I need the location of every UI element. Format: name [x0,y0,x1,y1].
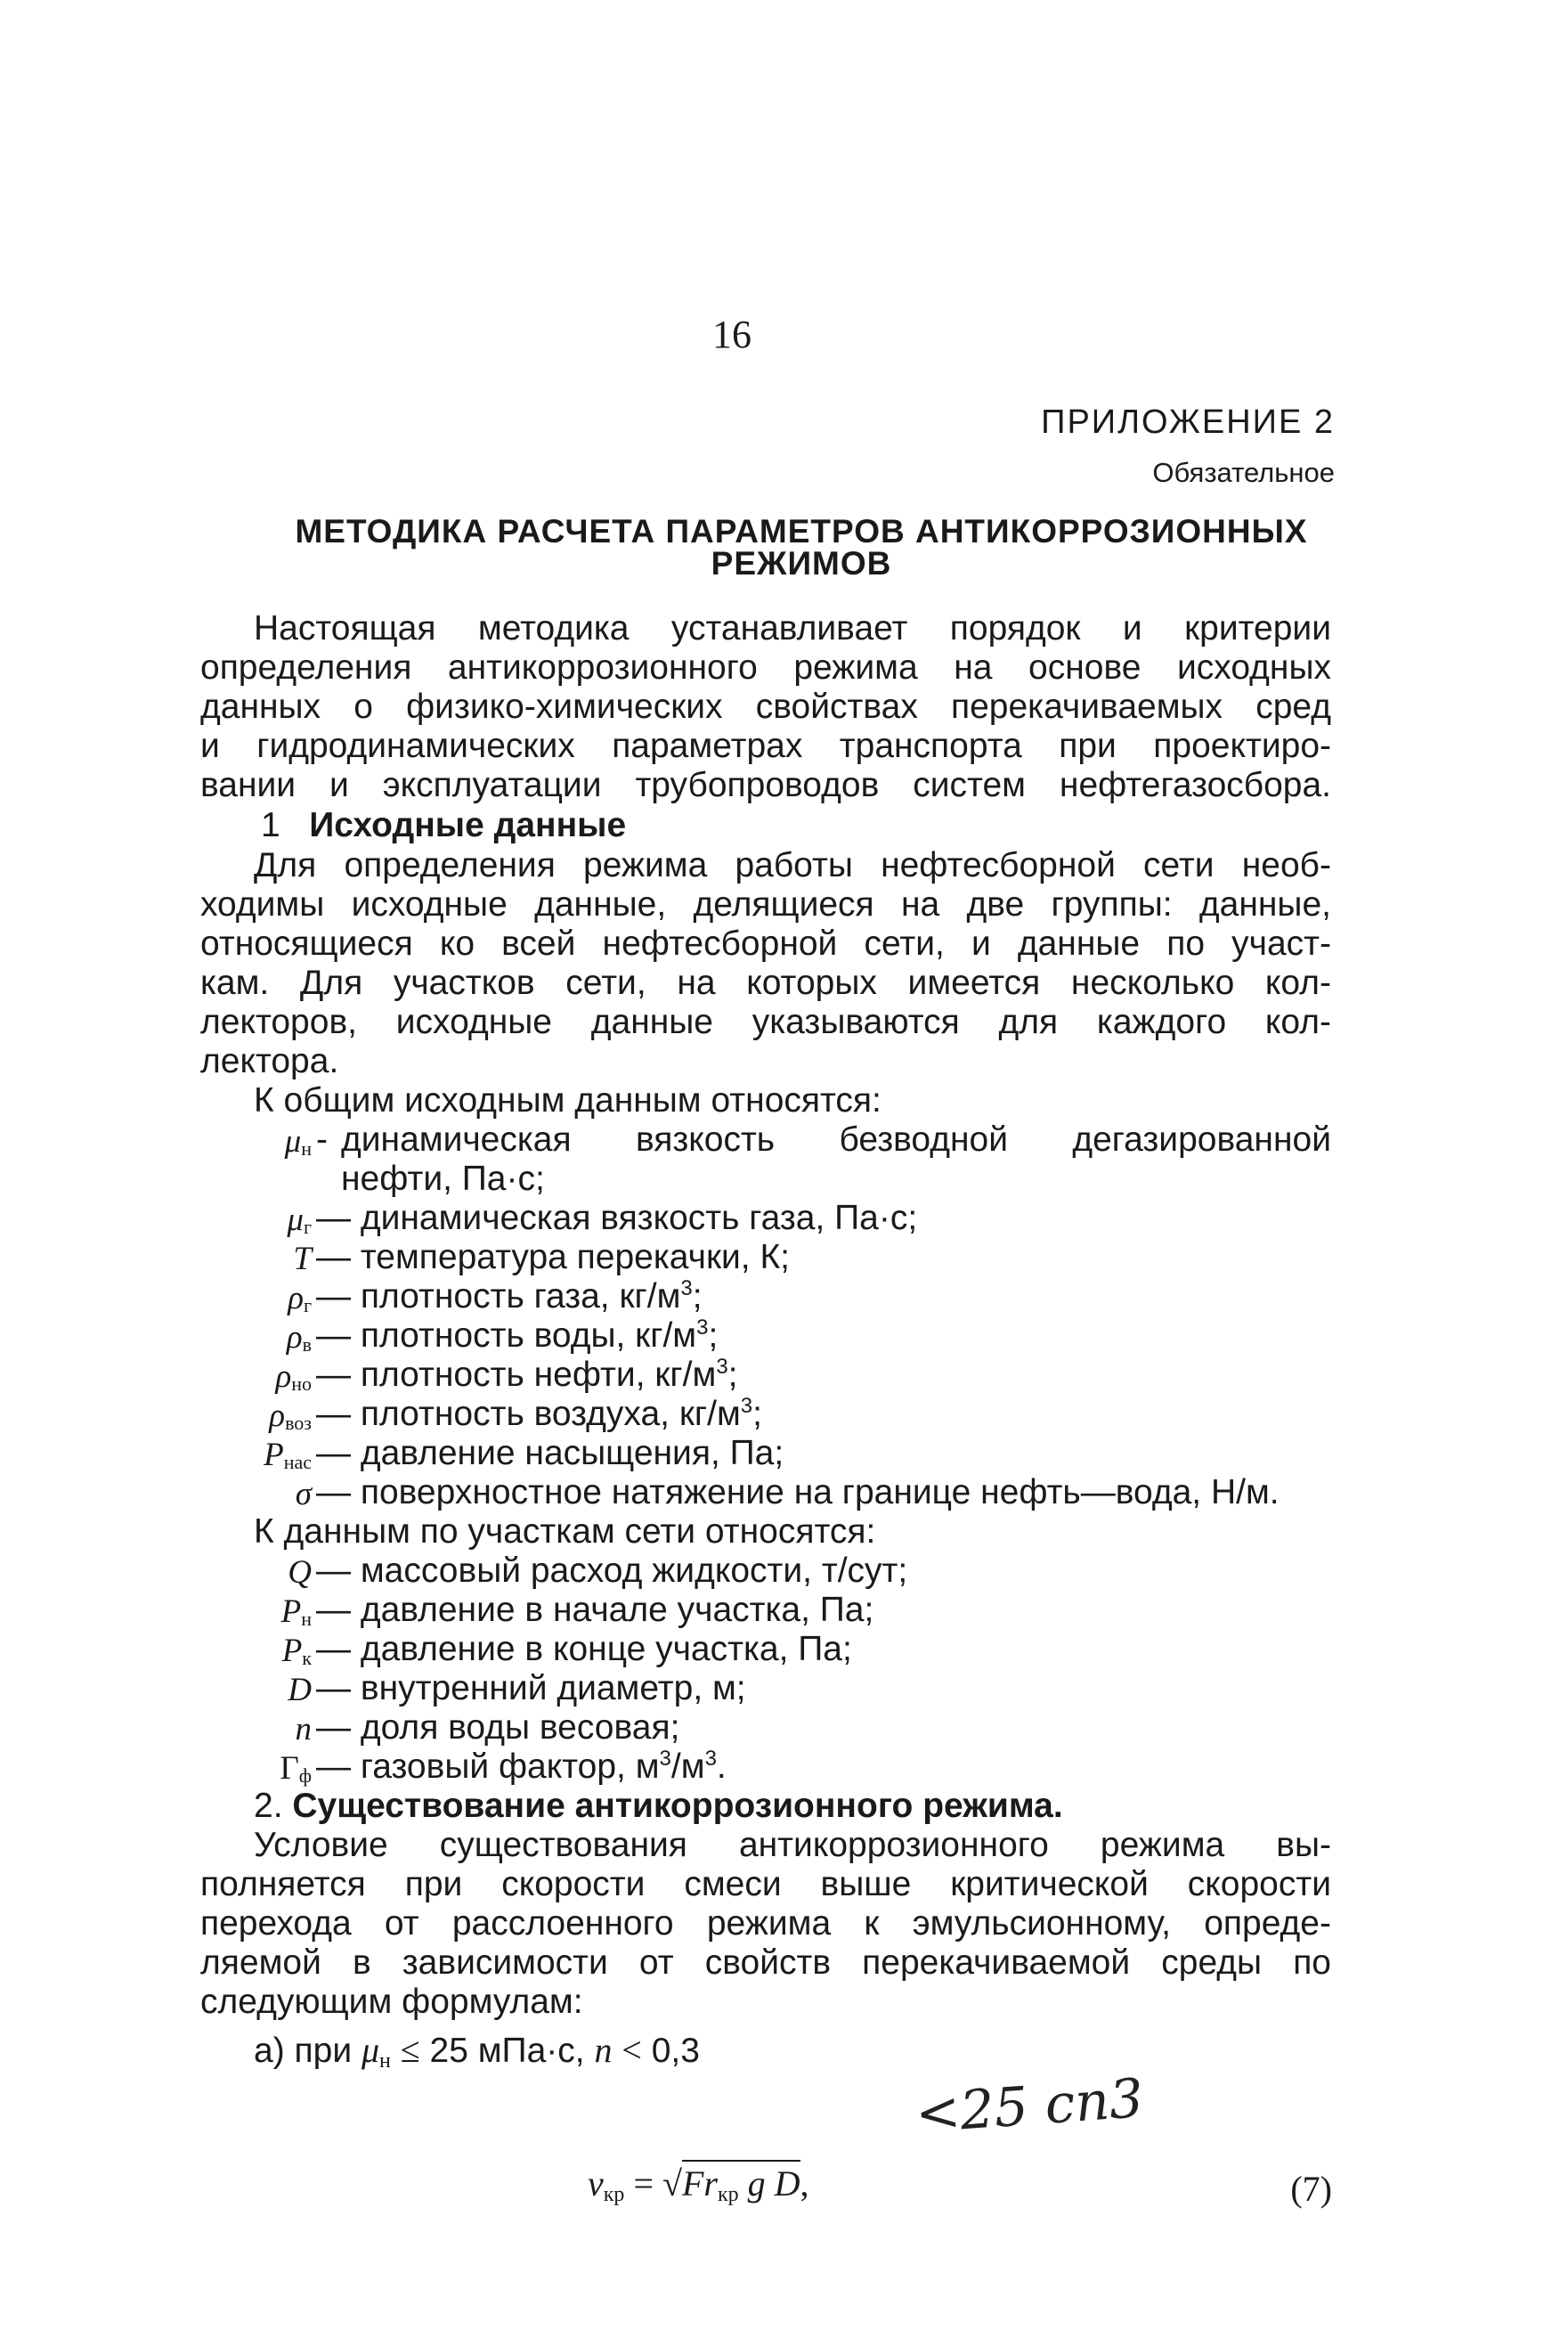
section-1-number: 1 [261,806,280,844]
section-2-number: 2. [254,1787,283,1825]
definition-text: — давление в начале участка, Па; [316,1591,874,1629]
definition-text: — внутренний диаметр, м; [316,1669,746,1707]
definition-text: динамическая вязкость безводной дегазированной [341,1120,1331,1159]
section-2-paragraph-line: полняется при скорости смеси выше критической скорости [200,1865,1331,1903]
symbol-mu-n: $\mu_н$ [284,1123,312,1160]
section-1-paragraph-line: лектора. [200,1042,339,1080]
symbol-p-k: $P_к$ [281,1633,312,1669]
appendix-status: Обязательное [1152,457,1335,488]
definition-text: — плотность воды, $кг/м^3$; [316,1316,719,1355]
symbol-q: Q [288,1554,312,1591]
general-data-intro: К общим исходным данным относятся: [254,1081,881,1120]
section-2-title: Существование антикоррозионного режима. [292,1787,1063,1825]
symbol-t: T [293,1241,312,1277]
symbol-d: D [288,1672,312,1708]
section-1-paragraph-line: Для определения режима работы нефтесборной сети необ- [254,846,1331,884]
definition-text: — температура перекачки, К; [316,1238,791,1276]
intro-line: и гидродинамических параметрах транспорта при проектиро- [200,727,1331,765]
section-1-paragraph-line: относящиеся ко всей нефтесборной сети, и данные по участ- [200,925,1331,963]
definition-text: — газовый фактор, $м^3/м^3$. [316,1747,727,1786]
formula-7: $v_{кр} = √Fr_{кр}$ g D, [588,2163,809,2207]
symbol-rho-g: $\rho_г$ [288,1280,312,1316]
definition-text: — плотность газа, $кг/м^3$; [316,1276,703,1316]
appendix-label: ПРИЛОЖЕНИЕ 2 [1041,403,1335,441]
definition-text: — массовый расход жидкости, т/сут; [316,1552,908,1590]
section-2-paragraph-line: следующим формулам: [200,1983,583,2021]
definition-text: — поверхностное натяжение на границе нефть—вода, Н/м. [316,1473,1280,1511]
document-title-line-1: МЕТОДИКА РАСЧЕТА ПАРАМЕТРОВ АНТИКОРРОЗИОННЫХ [295,513,1308,550]
equation-number: (7) [1290,2169,1332,2209]
definition-text: — доля воды весовая; [316,1708,680,1747]
symbol-g-f: $Г_ф$ [280,1750,312,1787]
definition-text: — давление насыщения, Па; [316,1434,784,1472]
definition-text: — плотность нефти, $кг/м^3$; [316,1355,738,1394]
section-1-heading [261,806,1392,845]
sqrt-icon: √ [662,2163,682,2203]
document-title-line-2: РЕЖИМОВ [711,545,892,582]
definition-text: — динамическая вязкость газа, Па·с; [316,1199,918,1237]
page-number: 16 [712,313,752,356]
section-data-intro: К данным по участкам сети относятся: [254,1512,876,1551]
symbol-n: n [295,1711,312,1747]
section-2-paragraph-line: перехода от расслоенного режима к эмульсионному, опреде- [200,1904,1331,1943]
symbol-rho-no: $\rho_{нo}$ [275,1358,312,1395]
section-1-paragraph-line: кам. Для участков сети, на которых имеется несколько кол- [200,964,1331,1002]
intro-line: определения антикоррозионного режима на основе исходных [200,648,1331,687]
definition-text: — давление в конце участка, Па; [316,1630,852,1668]
section-2-heading [254,1787,1385,1826]
section-2-paragraph-line: Условие существования антикоррозионного режима вы- [254,1826,1331,1864]
symbol-rho-v: $\rho_в$ [286,1319,312,1356]
section-1-paragraph-line: ходимы исходные данные, делящиеся на две группы: данные, [200,885,1331,924]
handwritten-note: <25 сп3 [913,2067,1146,2146]
condition-a: а) при $\mu_н \le 25$ мПа·с, n < 0,3 [254,2030,700,2073]
symbol-mu-g: $\mu_г$ [287,1202,312,1238]
section-2-paragraph-line: ляемой в зависимости от свойств перекачиваемой среды по [200,1943,1331,1982]
section-1-paragraph-line: лекторов, исходные данные указываются для каждого кол- [200,1003,1331,1041]
intro-line: Настоящая методика устанавливает порядок и критерии [254,609,1331,648]
section-1-title: Исходные данные [309,806,627,844]
definition-dash: - [316,1120,328,1159]
symbol-p-n: $P_н$ [280,1593,312,1630]
intro-line: данных о физико-химических свойствах перекачиваемых сред [200,688,1331,726]
definition-text-continued: нефти, Па·с; [341,1160,545,1198]
symbol-sigma: σ [295,1476,312,1512]
symbol-p-nas: $P_{нас}$ [264,1437,312,1473]
symbol-rho-voz: $\rho_{воз}$ [269,1397,312,1434]
intro-line: вании и эксплуатации трубопроводов систем нефтегазосбора. [200,766,1331,804]
definition-text: — плотность воздуха, $кг/м^3$; [316,1394,762,1433]
